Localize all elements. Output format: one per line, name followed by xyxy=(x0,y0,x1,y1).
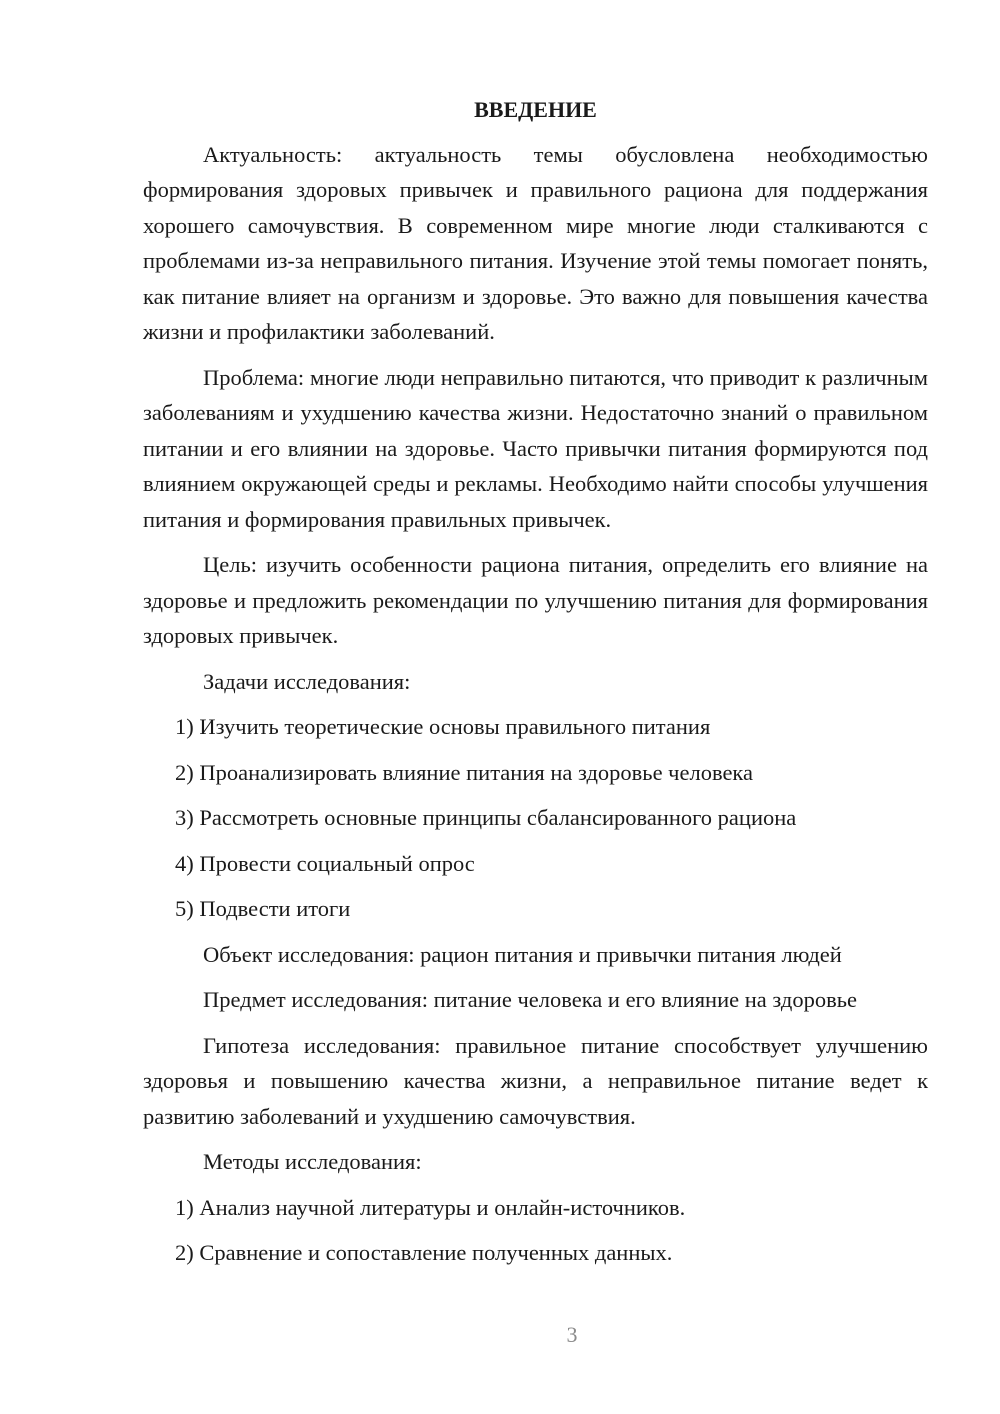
document-body xyxy=(143,92,928,1281)
section-title: ВВЕДЕНИЕ xyxy=(474,97,597,122)
tasks-heading: Задачи исследования: xyxy=(203,668,411,694)
methods-heading: Методы исследования: xyxy=(203,1149,422,1174)
task-item: 1) Изучить теоретические основы правильного питания xyxy=(175,714,711,739)
method-item: 1) Анализ научной литературы и онлайн-источников. xyxy=(175,1194,686,1220)
task-item: 3) Рассмотреть основные принципы сбалансированного рациона xyxy=(175,805,797,830)
object-line: Объект исследования: рацион питания и привычки питания людей xyxy=(203,941,842,967)
hypothesis-paragraph: Гипотеза исследования: правильное питание способствует улучшению здоровья и повышению качества жизни, а неправильное питание ведет к развитию заболеваний и ухудшению самочувствия. xyxy=(143,1032,928,1129)
method-item: 2) Сравнение и сопоставление полученных данных. xyxy=(175,1240,673,1265)
problem-paragraph: Проблема: многие люди неправильно питаются, что приводит к различным заболеваниям и ухудшению качества жизни. Недостаточно знаний о правильном питании и его влиянии на здоровье. Часто привычки питания формируются под влиянием окружающей среды и рекламы. Необходимо найти способы улучшения питания и формирования правильных привычек. xyxy=(143,364,928,532)
task-item: 5) Подвести итоги xyxy=(175,896,351,921)
relevance-paragraph: Актуальность: актуальность темы обусловлена необходимостью формирования здоровых привычек и правильного рациона для поддержания хорошего самочувствия. В современном мире многие люди сталкиваются с проблемами из-за неправильного питания. Изучение этой темы помогает понять, как питание влияет на организм и здоровье. Это важно для повышения качества жизни и профилактики заболеваний. xyxy=(143,141,928,344)
page-number: 3 xyxy=(566,1322,578,1347)
task-item: 2) Проанализировать влияние питания на здоровье человека xyxy=(175,759,754,785)
subject-line: Предмет исследования: питание человека и его влияние на здоровье xyxy=(203,987,857,1012)
task-item: 4) Провести социальный опрос xyxy=(175,850,475,876)
goal-paragraph: Цель: изучить особенности рациона питания, определить его влияние на здоровье и предложить рекомендации по улучшению питания для формирования здоровых привычек. xyxy=(143,552,928,648)
